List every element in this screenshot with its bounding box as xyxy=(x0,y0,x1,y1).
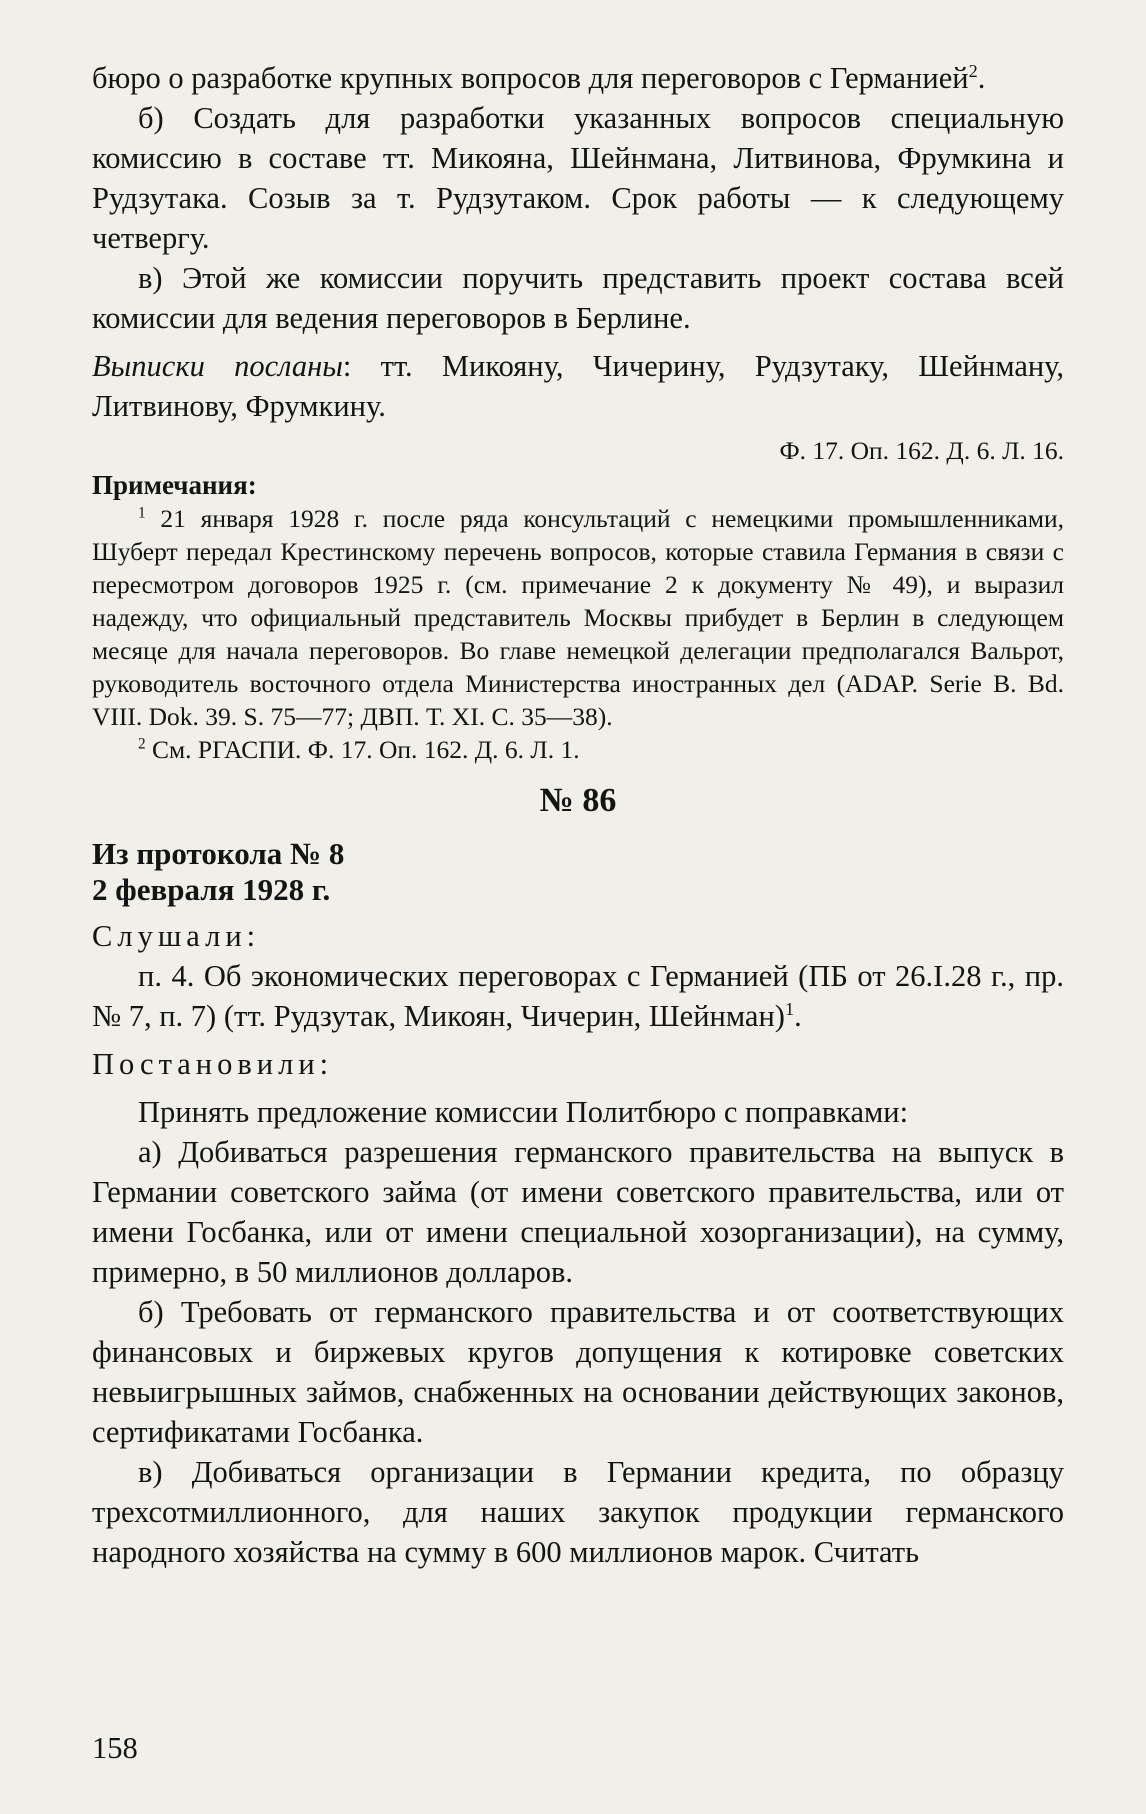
heard-text: п. 4. Об экономических переговорах с Германией (ПБ от 26.I.28 г., пр. № 7, п. 7) (тт. Рудзутак, Микоян, Чичерин, Шейнман) xyxy=(92,959,1064,1033)
archive-reference: Ф. 17. Оп. 162. Д. 6. Л. 16. xyxy=(779,436,1064,465)
heard-item xyxy=(92,956,1064,1036)
heard-label: Слушали: xyxy=(92,919,261,953)
punctuation: . xyxy=(794,999,802,1033)
paragraph-b: б) Создать для разработки указанных вопросов специальную комиссию в составе тт. Микояна, Шейнмана, Литвинова, Фрумкина и Рудзутака. Созыв за т. Рудзутаком. Срок работы — к следующему четвергу. xyxy=(92,101,1064,255)
footnote-1-number: 1 xyxy=(138,504,146,522)
extracts-sent xyxy=(92,346,1064,426)
document-number: № 86 xyxy=(539,782,617,819)
footnote-2 xyxy=(92,733,1064,766)
resolution-a: а) Добиваться разрешения германского правительства на выпуск в Германии советского займа (от имени советского правительства, или от имени Госбанка, или от имени специальной хозорганизации), на сумму, примерно, в 50 миллионов долларов. xyxy=(92,1135,1064,1289)
page-number: 158 xyxy=(92,1731,138,1765)
footnote-2-text: См. РГАСПИ. Ф. 17. Оп. 162. Д. 6. Л. 1. xyxy=(145,735,580,764)
resolution-v: в) Добиваться организации в Германии кредита, по образцу трехсотмиллионного, для наших закупок продукции германского народного хозяйства на сумму в 600 миллионов марок. Считать xyxy=(92,1455,1064,1569)
notes-heading: Примечания: xyxy=(92,470,257,500)
resolved-label: Постановили: xyxy=(92,1047,334,1081)
resolution-b: б) Требовать от германского правительства и от соответствующих финансовых и биржевых кругов допущения к котировке советских невыигрышных займов, снабженных на основании действующих законов, сертификатами Госбанка. xyxy=(92,1295,1064,1449)
footnote-1-text: 21 января 1928 г. после ряда консультаций с немецкими промышленниками, Шуберт передал Крестинскому перечень вопросов, которые ставила Германия в связи с пересмотром договоров 1925 г. (см. примечание 2 к документу № 49), и выразил надежду, что официальный представитель Москвы прибудет в Берлин в следующем месяце для начала переговоров. Во главе немецкой делегации предполагался Вальрот, руководитель восточного отдела Министерства иностранных дел (ADAP. Serie B. Bd. VIII. Dok. 39. S. 75—77; ДВП. Т. XI. С. 35—38). xyxy=(92,504,1064,731)
paragraph-continuation xyxy=(92,58,1064,98)
paragraph-v: в) Этой же комиссии поручить представить проект состава всей комиссии для ведения переговоров в Берлине. xyxy=(92,261,1064,335)
protocol-date: 2 февраля 1928 г. xyxy=(92,872,331,907)
extracts-label: Выписки посланы xyxy=(92,349,343,383)
punctuation: . xyxy=(977,61,986,95)
page-text xyxy=(92,58,1064,1572)
extracts-recipients: : тт. Микояну, Чичерину, Рудзутаку, Шейнману, Литвинову, Фрумкину. xyxy=(92,349,1065,423)
footnote-ref-1: 1 xyxy=(784,998,795,1019)
protocol-title: Из протокола № 8 xyxy=(92,836,345,871)
resolved-intro: Принять предложение комиссии Политбюро с поправками: xyxy=(138,1095,909,1129)
footnote-ref-2: 2 xyxy=(968,60,978,81)
footnote-2-number: 2 xyxy=(138,735,146,753)
paragraph-text: бюро о разработке крупных вопросов для переговоров с Германией xyxy=(92,61,969,95)
footnote-1 xyxy=(92,502,1064,733)
